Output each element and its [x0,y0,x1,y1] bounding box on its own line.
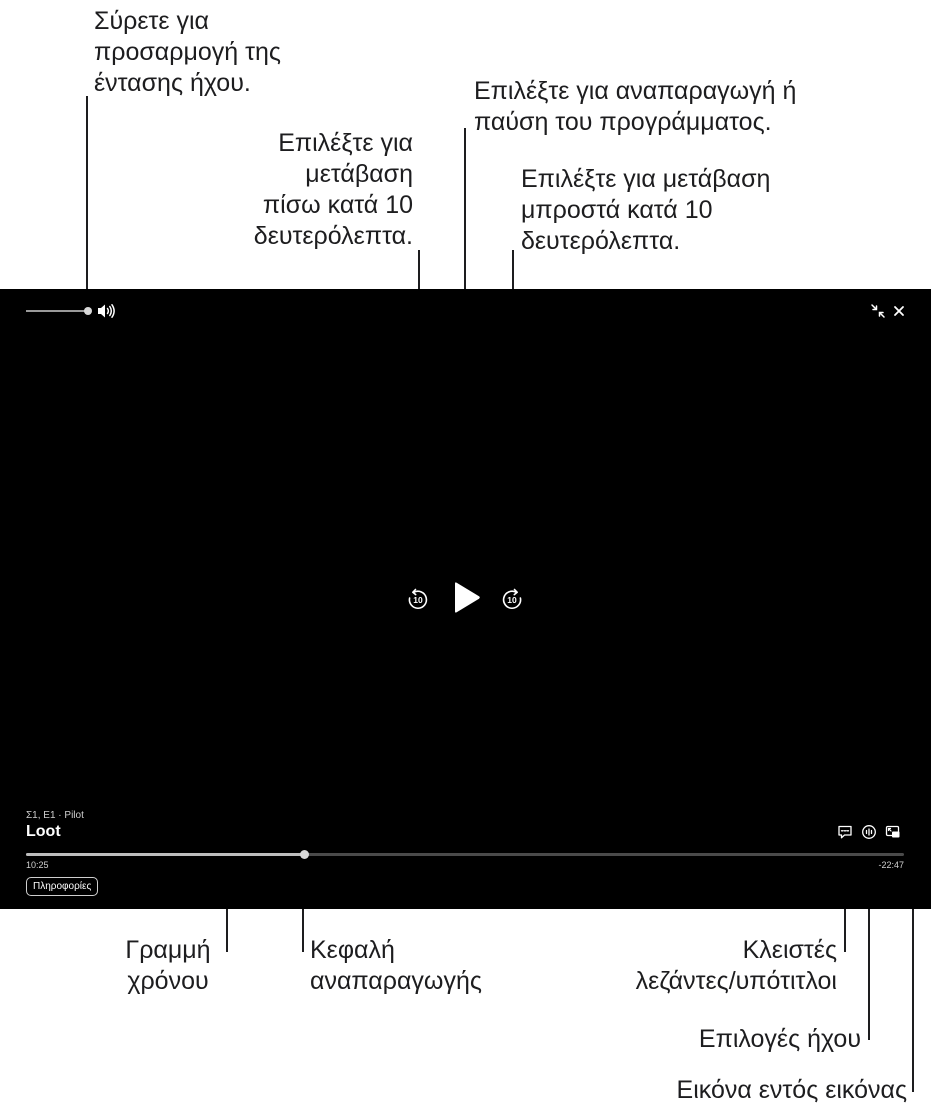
callout-skip-forward-line: μπροστά κατά 10 [521,196,713,224]
elapsed-time: 10:25 [26,860,49,870]
captions-bubble-icon[interactable] [837,824,853,840]
callout-skip-forward-line: Επιλέξτε για μετάβαση [521,165,771,193]
leader-volume [86,96,88,308]
play-icon [452,581,482,615]
callout-play-pause-line: Επιλέξτε για αναπαραγωγή ή [474,77,797,105]
skip-forward-10-icon [500,587,524,611]
audio-options-icon[interactable] [861,824,877,840]
volume-slider-knob[interactable] [84,307,92,315]
skip-forward-seconds: 10 [507,595,517,606]
callout-skip-forward-line: δευτερόλεπτα. [521,227,681,255]
callout-volume-line: έντασης ήχου. [94,69,251,97]
callout-timeline [112,935,224,997]
callout-playhead-line: Κεφαλή [310,936,395,964]
callout-volume [94,6,281,99]
callout-pip [677,1075,907,1106]
show-title: Loot [26,823,61,840]
callout-skip-forward [521,164,770,257]
close-icon[interactable] [891,303,907,319]
callout-play-pause-line: παύση του προγράμματος. [474,108,772,136]
info-button[interactable]: Πληροφορίες [26,877,98,896]
episode-label: Σ1, Ε1 · Pilot [26,810,84,821]
timeline-scrubber[interactable] [26,853,904,856]
callout-volume-line: προσαρμογή της [94,38,281,66]
callout-timeline-line: Γραμμή [125,936,211,964]
speaker-wave-icon[interactable] [96,302,116,320]
callout-audio-options [699,1024,861,1055]
playhead-knob[interactable] [300,850,309,859]
skip-forward-button[interactable] [500,587,524,611]
remaining-time: -22:47 [878,860,904,870]
callout-playhead [310,935,482,997]
timeline-elapsed-fill [26,853,304,856]
video-player[interactable] [0,289,931,909]
arrows-in-icon[interactable] [870,303,886,319]
callout-volume-line: Σύρετε για [94,7,209,35]
callout-skip-back-line: μετάβαση [305,160,413,188]
callout-timeline-line: χρόνου [127,967,209,995]
skip-back-seconds: 10 [413,595,423,606]
play-button[interactable] [452,581,482,615]
skip-back-button[interactable] [406,587,430,611]
skip-back-10-icon [406,587,430,611]
callout-audio-options-line: Επιλογές ήχου [698,1025,861,1053]
callout-captions-line: λεζάντες/υπότιτλοι [635,967,837,995]
callout-skip-back-line: Επιλέξτε για [278,129,413,157]
callout-playhead-line: αναπαραγωγής [310,967,482,995]
callout-skip-back-line: πίσω κατά 10 [262,191,413,219]
picture-in-picture-icon[interactable] [885,824,901,840]
callout-captions-line: Κλειστές [742,936,837,964]
callout-captions [636,935,837,997]
callout-skip-back-line: δευτερόλεπτα. [253,222,413,250]
callout-skip-back [254,128,413,252]
volume-slider-track[interactable] [26,310,88,312]
callout-play-pause [474,76,796,138]
callout-pip-line: Εικόνα εντός εικόνας [676,1076,907,1104]
